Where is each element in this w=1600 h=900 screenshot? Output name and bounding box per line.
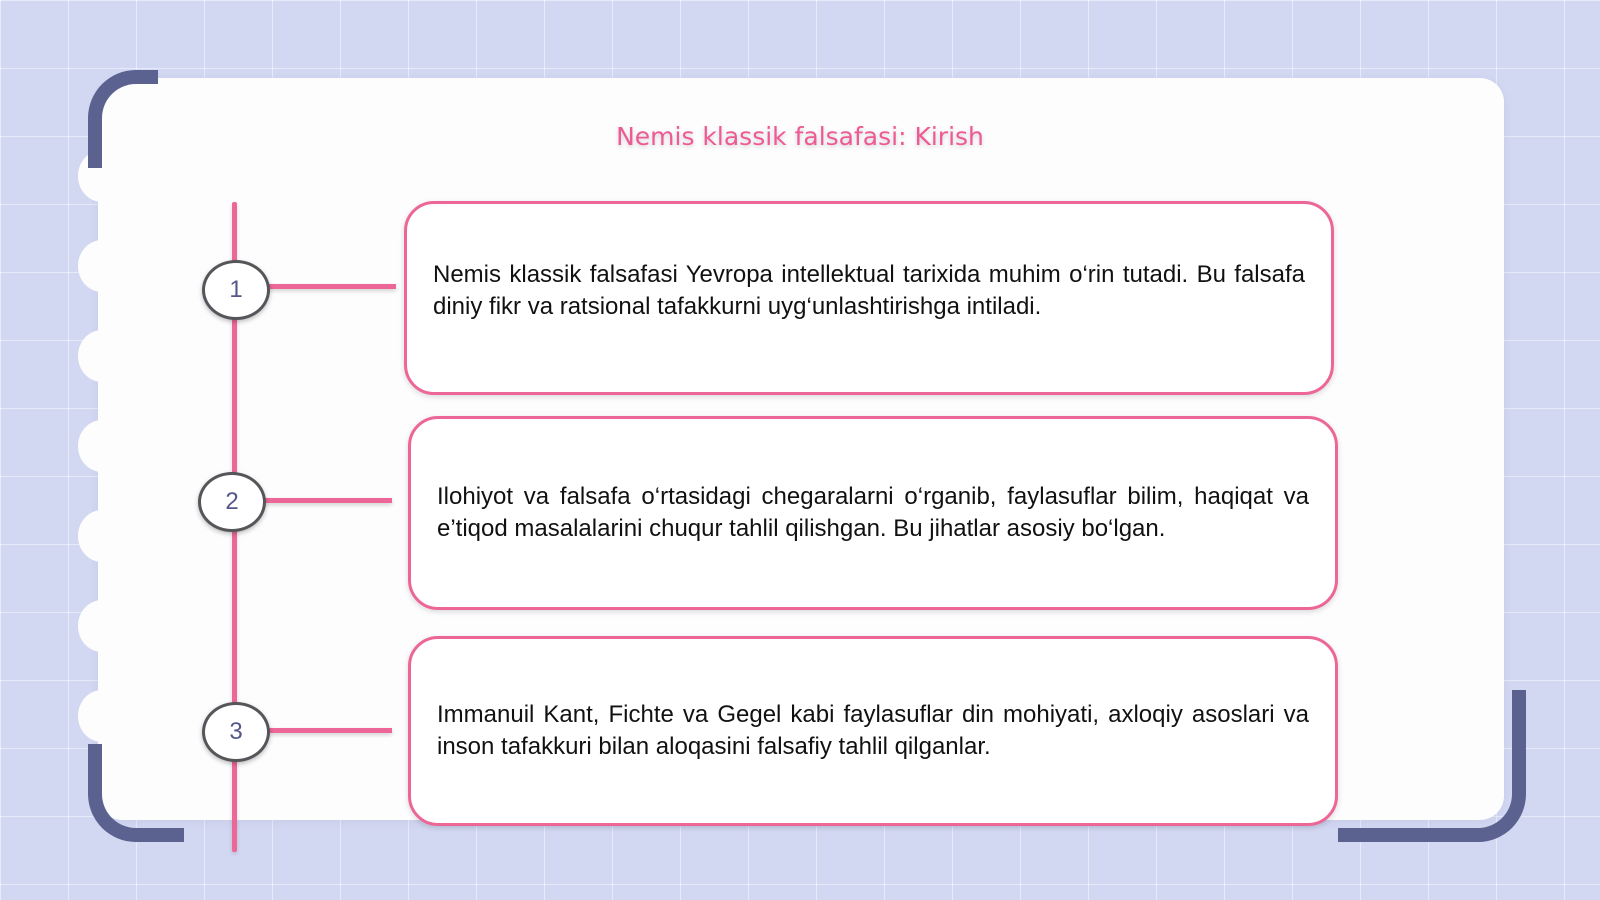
step-badge-3: 3 — [202, 702, 270, 762]
torn-edge-scallop — [78, 690, 126, 742]
step-badge-2: 2 — [198, 472, 266, 532]
torn-edge-scallop — [78, 510, 126, 562]
step-card-3 — [408, 636, 1338, 826]
step-card-1 — [404, 201, 1334, 395]
torn-edge-scallop — [78, 420, 126, 472]
corner-bracket-top-left — [88, 70, 158, 168]
timeline-connector — [262, 498, 392, 503]
step-text-1: Nemis klassik falsafasi Yevropa intellektual tarixida muhim o‘rin tutadi. Bu falsafa diniy fikr va ratsional tafakkurni uyg‘unlashtirishga intiladi. — [433, 261, 1305, 320]
corner-bracket-bottom-left — [88, 744, 184, 842]
torn-edge-scallop — [78, 600, 126, 652]
step-badge-1: 1 — [202, 260, 270, 320]
slide-title: Nemis klassik falsafasi: Kirish — [616, 122, 984, 151]
timeline-connector — [266, 728, 392, 733]
torn-edge-scallop — [78, 330, 126, 382]
step-text-2: Ilohiyot va falsafa o‘rtasidagi chegaralarni o‘rganib, faylasuflar bilim, haqiqat va e’tiqod masalalarini chuqur tahlil qilishgan. Bu jihatlar asosiy bo‘lgan. — [437, 483, 1309, 542]
timeline-connector — [266, 284, 396, 289]
torn-edge-scallop — [78, 240, 126, 292]
step-text-3: Immanuil Kant, Fichte va Gegel kabi faylasuflar din mohiyati, axloqiy asoslari va inson tafakkuri bilan aloqasini falsafiy tahlil qilganlar. — [437, 701, 1309, 760]
corner-bracket-bottom-right — [1338, 690, 1526, 842]
step-card-2 — [408, 416, 1338, 610]
